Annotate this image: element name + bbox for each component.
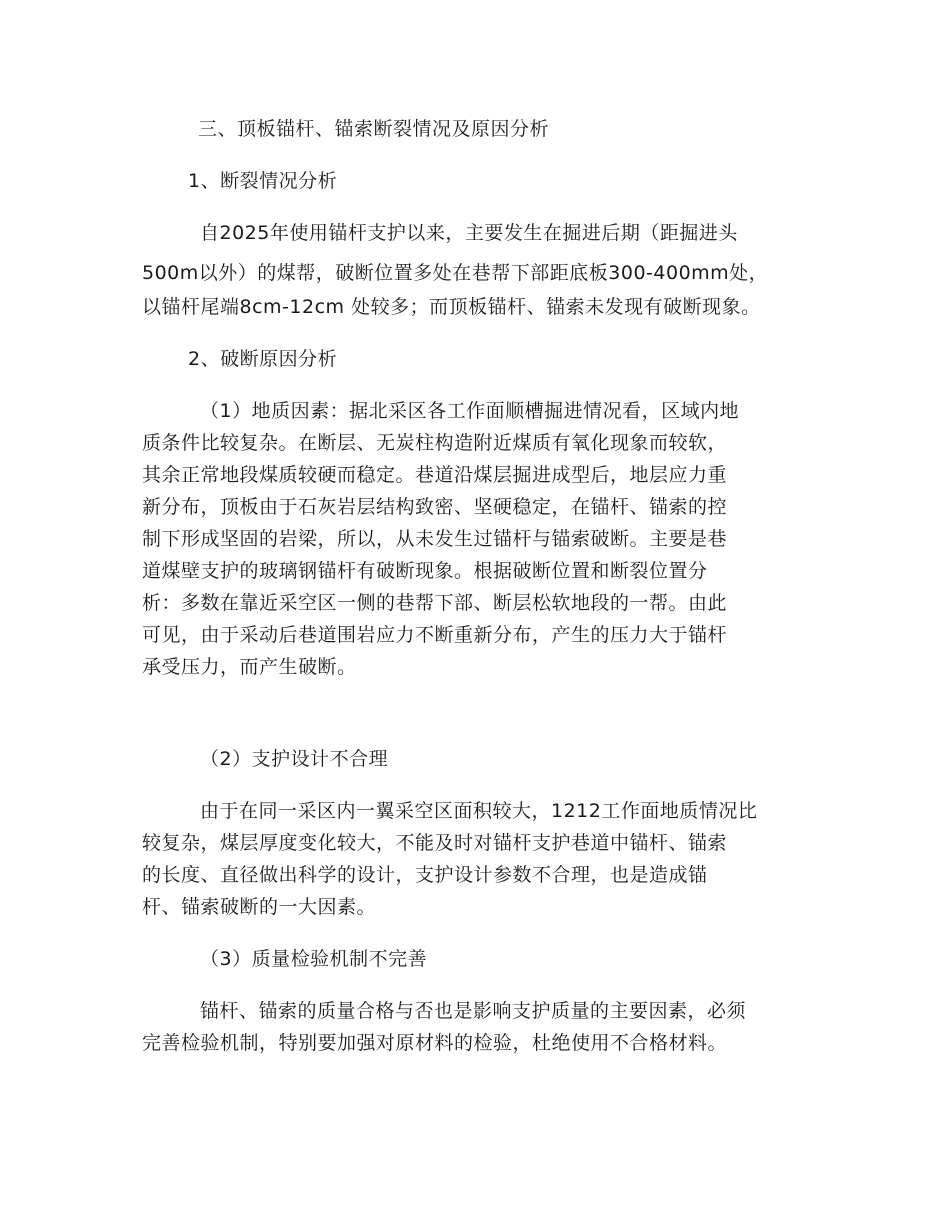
paragraph-line: 制下形成坚固的岩梁，所以，从未发生过锚杆与锚索破断。主要是巷 xyxy=(142,528,728,550)
section-title: 三、顶板锚杆、锚索断裂情况及原因分析 xyxy=(198,118,550,140)
paragraph-line: 质条件比较复杂。在断层、无炭柱构造附近煤质有氧化现象而较软， xyxy=(142,432,728,454)
paragraph-line: 承受压力，而产生破断。 xyxy=(142,656,357,678)
paragraph-line: 的长度、直径做出科学的设计，支护设计参数不合理，也是造成锚 xyxy=(142,864,708,886)
paragraph-line: 其余正常地段煤质较硬而稳定。巷道沿煤层掘进成型后，地层应力重 xyxy=(142,464,728,486)
paragraph-line: 较复杂，煤层厚度变化较大，不能及时对锚杆支护巷道中锚杆、锚索 xyxy=(142,832,728,854)
paragraph-line: 完善检验机制，特别要加强对原材料的检验，杜绝使用不合格材料。 xyxy=(142,1032,728,1054)
paragraph-line: 道煤壁支护的玻璃钢锚杆有破断现象。根据破断位置和断裂位置分 xyxy=(142,560,708,582)
subsection-title-1: 1、断裂情况分析 xyxy=(188,170,338,192)
paragraph-line: 新分布，顶板由于石灰岩层结构致密、坚硬稳定，在锚杆、锚索的控 xyxy=(142,496,728,518)
paragraph-line: 析：多数在靠近采空区一侧的巷帮下部、断层松软地段的一帮。由此 xyxy=(142,592,728,614)
paragraph-line: 可见，由于采动后巷道围岩应力不断重新分布，产生的压力大于锚杆 xyxy=(142,624,728,646)
paragraph-line: 由于在同一采区内一翼采空区面积较大，1212工作面地质情况比 xyxy=(200,800,758,822)
item-title-2: （2）支护设计不合理 xyxy=(200,748,389,770)
paragraph-line: 500m以外）的煤帮，破断位置多处在巷帮下部距底板300-400mm处， xyxy=(142,262,769,284)
paragraph-line: 杆、锚索破断的一大因素。 xyxy=(142,896,377,918)
subsection-title-2: 2、破断原因分析 xyxy=(188,348,338,370)
paragraph-line: （1）地质因素：据北采区各工作面顺槽掘进情况看，区域内地 xyxy=(200,400,740,422)
paragraph-line: 以锚杆尾端8cm-12cm 处较多；而顶板锚杆、锚索未发现有破断现象。 xyxy=(142,296,761,318)
paragraph-line: 锚杆、锚索的质量合格与否也是影响支护质量的主要因素，必须 xyxy=(200,1000,747,1022)
item-title-3: （3）质量检验机制不完善 xyxy=(200,948,428,970)
paragraph-line: 自2025年使用锚杆支护以来，主要发生在掘进后期（距掘进头 xyxy=(200,222,738,244)
